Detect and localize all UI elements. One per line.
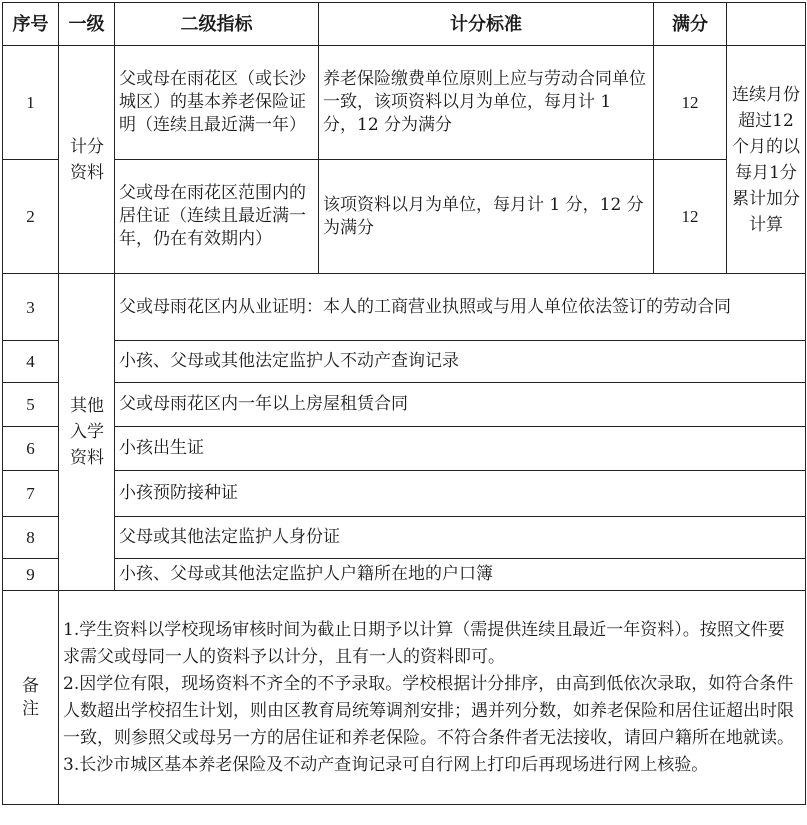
group-other: 其他入学资料: [59, 274, 115, 591]
row-standard: 养老保险缴费单位原则上应与劳动合同单位一致，该项资料以月为单位，每月计 1 分，12 分为满分: [319, 46, 654, 160]
row-full-score: 12: [654, 46, 727, 160]
row-full-score: 12: [654, 160, 727, 274]
row-item: 小孩出生证: [115, 427, 806, 471]
table-row: [3, 427, 806, 471]
row-item: 小孩预防接种证: [115, 471, 806, 517]
row-seq: 4: [3, 341, 59, 383]
header-extra: [727, 3, 806, 46]
table-row: [3, 471, 806, 517]
remarks-row: [3, 591, 806, 805]
row-seq: 1: [3, 46, 59, 160]
enrollment-criteria-table: [2, 2, 806, 805]
row-seq: 5: [3, 383, 59, 427]
table-row: [3, 517, 806, 559]
remark-item: 1.学生资料以学校现场审核时间为截止日期予以计算（需提供连续且最近一年资料）。按照文件要求需父或母同一人的资料予以计分，且有一人的资料即可。: [63, 619, 785, 667]
row-seq: 3: [3, 274, 59, 341]
header-row: [3, 3, 806, 46]
remarks-content: [59, 591, 806, 805]
row-item: 小孩、父母或其他法定监护人不动产查询记录: [115, 341, 806, 383]
header-seq: 序号: [3, 3, 59, 46]
row-item: 父或母雨花区内从业证明：本人的工商营业执照或与用人单位依法签订的劳动合同: [115, 274, 806, 341]
group-scoring: 计分资料: [59, 46, 115, 274]
table-row: [3, 559, 806, 591]
row-seq: 9: [3, 559, 59, 591]
header-level2: 二级指标: [115, 3, 319, 46]
header-standard: 计分标准: [319, 3, 654, 46]
table-row: [3, 274, 806, 341]
header-full-score: 满分: [654, 3, 727, 46]
table-row: [3, 46, 806, 160]
row-seq: 7: [3, 471, 59, 517]
row-indicator: 父或母在雨花区范围内的居住证（连续且最近满一年，仍在有效期内）: [115, 160, 319, 274]
remark-item: 2.因学位有限，现场资料不齐全的不予录取。学校根据计分排序，由高到低依次录取，如符合条件人数超出学校招生计划，则由区教育局统筹调剂安排；遇并列分数，如养老保险和居住证超出时限一致，则参照父或母另一方的居住证和养老保险。不符合条件者无法接收，请回户籍所在地就读。: [63, 673, 794, 748]
row-item: 父母或其他法定监护人身份证: [115, 517, 806, 559]
row-indicator: 父或母在雨花区（或长沙城区）的基本养老保险证明（连续且最近满一年）: [115, 46, 319, 160]
header-level1: 一级: [59, 3, 115, 46]
remarks-label: 备注: [3, 591, 59, 805]
row-seq: 8: [3, 517, 59, 559]
row-standard: 该项资料以月为单位，每月计 1 分，12 分为满分: [319, 160, 654, 274]
row-seq: 6: [3, 427, 59, 471]
row-item: 小孩、父母或其他法定监护人户籍所在地的户口簿: [115, 559, 806, 591]
table-row: [3, 341, 806, 383]
row-item: 父或母雨花区内一年以上房屋租赁合同: [115, 383, 806, 427]
row-seq: 2: [3, 160, 59, 274]
remark-item: 3.长沙市城区基本养老保险及不动产查询记录可自行网上打印后再现场进行网上核验。: [63, 754, 709, 775]
table-row: [3, 383, 806, 427]
table-row: [3, 160, 806, 274]
extra-note: 连续月份超过12个月的以每月1分累计加分计算: [727, 46, 806, 274]
